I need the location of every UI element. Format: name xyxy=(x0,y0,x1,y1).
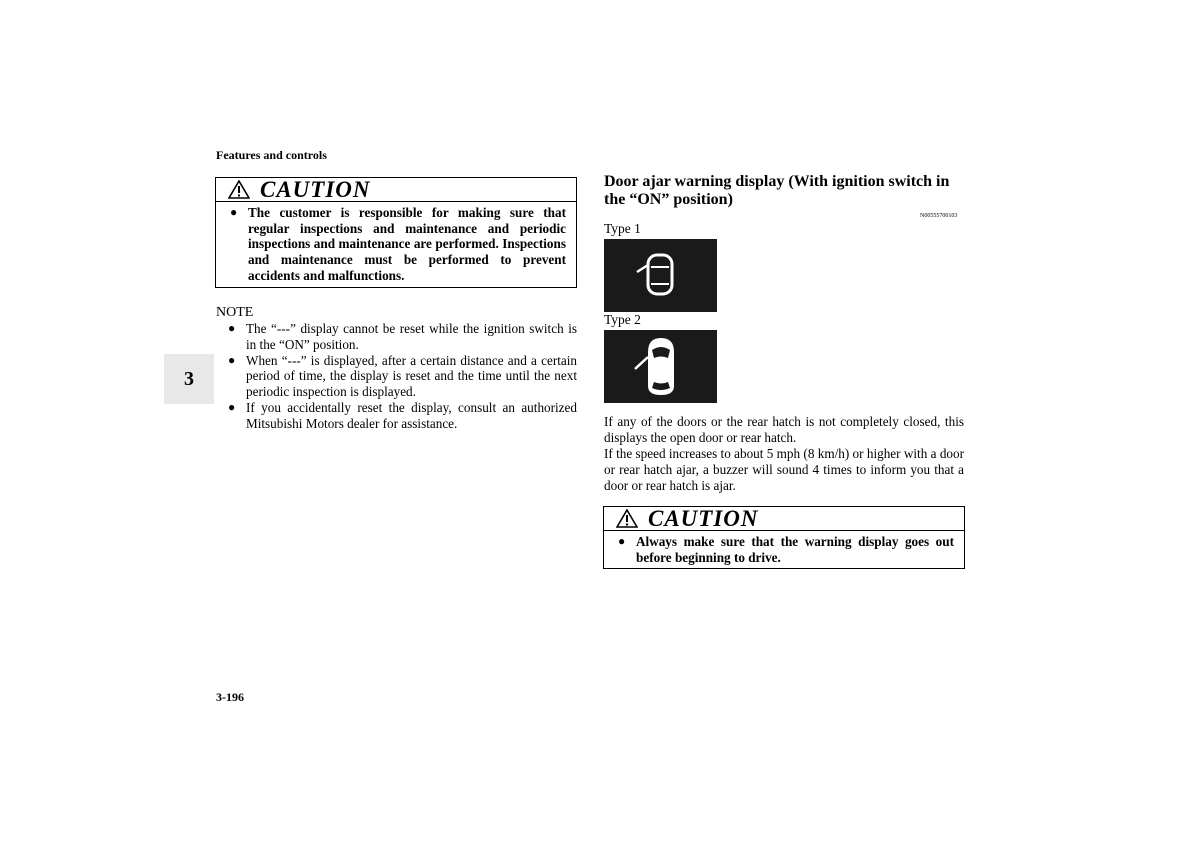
caution-item: ● Always make sure that the warning display goes out before beginning to drive. xyxy=(618,534,954,565)
bullet-icon: ● xyxy=(618,534,626,548)
bullet-icon: ● xyxy=(228,399,236,414)
note-item: ● The “---” display cannot be reset while the ignition switch is in the “ON” position. xyxy=(228,321,577,352)
note-list xyxy=(228,321,577,432)
section-title: Door ajar warning display (With ignition switch in the “ON” position) xyxy=(604,173,950,208)
type2-label: Type 2 xyxy=(604,312,641,327)
bullet-icon: ● xyxy=(228,352,236,367)
caution-box-right xyxy=(603,506,965,569)
caution-title: CAUTION xyxy=(648,505,759,531)
chapter-tab: 3 xyxy=(164,354,214,404)
description-paragraph-1: If any of the doors or the rear hatch is not completely closed, this displays the open door or rear hatch. xyxy=(604,414,964,445)
caution-header xyxy=(216,178,576,202)
caution-title: CAUTION xyxy=(260,176,371,202)
bullet-icon: ● xyxy=(230,205,238,219)
type1-label: Type 1 xyxy=(604,221,641,236)
warning-triangle-icon xyxy=(616,509,638,528)
note-item: ● When “---” is displayed, after a certain distance and a certain period of time, the display is reset and the time until the next periodic inspection is displayed. xyxy=(228,352,577,400)
door-ajar-display-type2 xyxy=(604,330,717,403)
door-ajar-display-type1 xyxy=(604,239,717,312)
bullet-icon: ● xyxy=(228,321,236,335)
description-paragraph-2: If the speed increases to about 5 mph (8 km/h) or higher with a door or rear hatch ajar, a buzzer will sound 4 times to inform you that a door or rear hatch is ajar. xyxy=(604,446,964,493)
caution-item: ● The customer is responsible for making sure that regular inspections and maintenance and periodic inspections and maintenance are performed. Inspections and maintenance must be performed to prevent accidents and malfunctions. xyxy=(230,205,566,283)
warning-triangle-icon xyxy=(228,180,250,199)
page-number: 3-196 xyxy=(216,690,244,704)
car-door-open-icon xyxy=(604,239,717,312)
reference-code: N00555700103 xyxy=(920,213,958,219)
car-door-open-icon xyxy=(604,330,717,403)
running-header: Features and controls xyxy=(216,148,327,162)
note-item: ● If you accidentally reset the display, consult an authorized Mitsubishi Motors dealer for assistance. xyxy=(228,399,577,431)
caution-header xyxy=(604,507,964,531)
note-title: NOTE xyxy=(216,305,254,320)
caution-box-left xyxy=(215,177,577,288)
